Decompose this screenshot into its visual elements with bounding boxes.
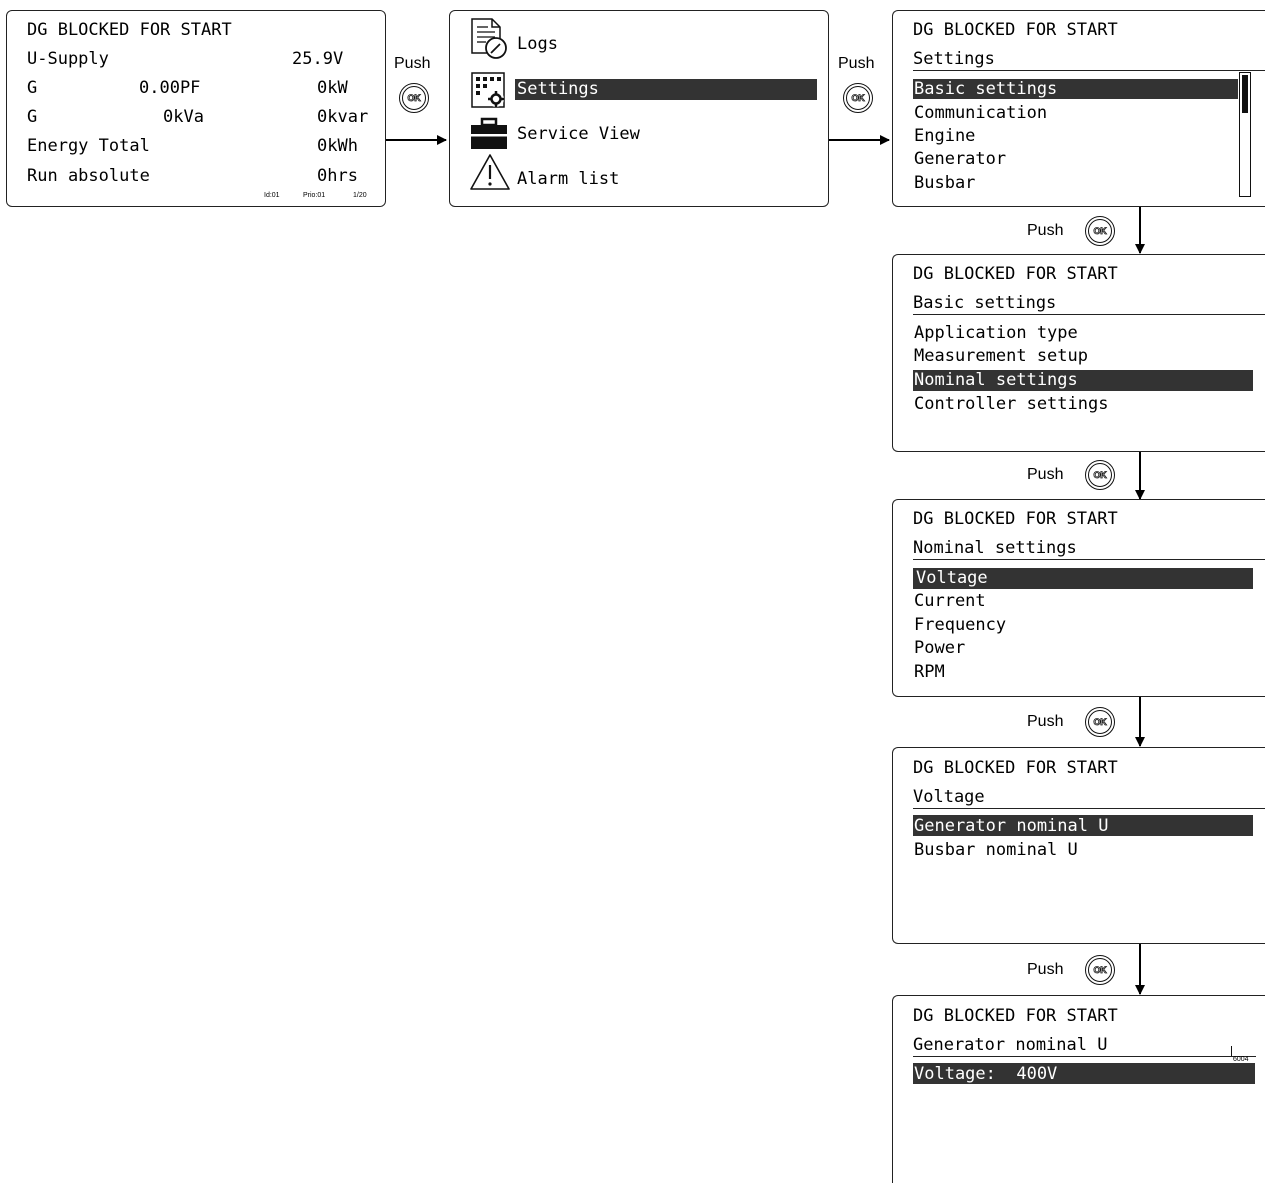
title-underline (913, 70, 1265, 71)
status-title: DG BLOCKED FOR START (913, 758, 1118, 778)
menu-item-settings[interactable]: Settings (517, 79, 599, 99)
scrollbar-thumb[interactable] (1242, 75, 1248, 113)
list-item-generator[interactable]: Generator (914, 149, 1007, 169)
list-item-frequency[interactable]: Frequency (914, 615, 1007, 635)
menu-title: Basic settings (913, 293, 1057, 313)
scrollbar-track[interactable] (1239, 72, 1251, 197)
push-label-1: Push (394, 55, 431, 72)
screen-status-view (6, 10, 386, 207)
status-title: DG BLOCKED FOR START (913, 20, 1118, 40)
screen-main-menu (449, 10, 829, 207)
row-label: Energy Total (27, 136, 150, 156)
push-label-6: Push (1027, 961, 1064, 978)
list-item-voltage[interactable]: Voltage (916, 568, 988, 588)
push-label-4: Push (1027, 466, 1064, 483)
selected-row-highlight[interactable] (913, 370, 1253, 391)
row-mid: 0.00PF (139, 78, 201, 98)
menu-item-alarm-list[interactable]: Alarm list (517, 169, 620, 189)
list-item-nominal-settings[interactable]: Nominal settings (914, 370, 1078, 390)
row-value: 0kWh (317, 136, 358, 156)
ok-label: OK (1088, 710, 1112, 734)
title-underline (913, 559, 1265, 560)
screen-settings (892, 10, 1265, 207)
ok-button-1[interactable] (399, 83, 429, 113)
status-title: DG BLOCKED FOR START (913, 264, 1118, 284)
selected-row-highlight[interactable] (913, 815, 1253, 836)
ok-button-2[interactable] (843, 83, 873, 113)
title-underline (913, 1056, 1256, 1057)
row-label: G (27, 107, 38, 127)
list-item-rpm[interactable]: RPM (914, 662, 945, 682)
screen-basic-settings (892, 254, 1265, 452)
row-label: Run absolute (27, 166, 150, 186)
menu-title: Settings (913, 49, 995, 69)
row-value: 0kvar (317, 107, 369, 127)
ok-button-5[interactable] (1085, 707, 1115, 737)
screen-nominal-settings (892, 499, 1265, 697)
footer-prio: Prio:01 (303, 192, 326, 199)
menu-item-settings-highlight[interactable] (515, 79, 817, 100)
status-title: DG BLOCKED FOR START (913, 509, 1118, 529)
ok-button-4[interactable] (1085, 460, 1115, 490)
ok-label: OK (1088, 219, 1112, 243)
toolbox-icon (470, 117, 510, 151)
list-item-engine[interactable]: Engine (914, 126, 976, 146)
list-item-busbar-nominal-u[interactable]: Busbar nominal U (914, 840, 1078, 860)
list-item-generator-nominal-u[interactable]: Generator nominal U (914, 816, 1109, 836)
row-value: 0hrs (317, 166, 358, 186)
list-item-basic-settings[interactable]: Basic settings (914, 79, 1058, 99)
param-id-tag (1231, 1046, 1249, 1063)
ok-label: OK (1088, 463, 1112, 487)
list-item-current[interactable]: Current (914, 591, 986, 611)
ok-label: OK (846, 86, 870, 110)
push-label-5: Push (1027, 713, 1064, 730)
status-title: DG BLOCKED FOR START (913, 1006, 1118, 1026)
status-title: DG BLOCKED FOR START (27, 20, 232, 40)
screen-generator-nominal-u (892, 995, 1265, 1183)
list-item-communication[interactable]: Communication (914, 103, 1048, 123)
menu-title: Voltage (913, 787, 985, 807)
logs-icon (470, 17, 510, 59)
settings-icon (470, 71, 510, 111)
param-id: 6004 (1233, 1056, 1249, 1063)
list-item-power[interactable]: Power (914, 638, 966, 658)
menu-item-logs[interactable]: Logs (517, 34, 558, 54)
push-label-2: Push (838, 55, 875, 72)
push-label-3: Push (1027, 222, 1064, 239)
ok-label: OK (1088, 958, 1112, 982)
ok-button-6[interactable] (1085, 955, 1115, 985)
row-label: U-Supply (27, 49, 109, 69)
menu-title: Nominal settings (913, 538, 1077, 558)
selected-value-highlight[interactable] (913, 1063, 1255, 1084)
value-row-voltage[interactable]: Voltage: 400V (914, 1064, 1058, 1084)
list-item-controller-settings[interactable]: Controller settings (914, 394, 1109, 414)
footer-page: 1/20 (353, 192, 367, 199)
selected-row-highlight[interactable] (913, 568, 1253, 589)
list-item-busbar[interactable]: Busbar (914, 173, 976, 193)
row-mid: 0kVa (163, 107, 204, 127)
menu-item-service-view[interactable]: Service View (517, 124, 640, 144)
list-item-application-type[interactable]: Application type (914, 323, 1078, 343)
ok-button-3[interactable] (1085, 216, 1115, 246)
title-underline (913, 314, 1265, 315)
row-label: G (27, 78, 38, 98)
list-item-measurement-setup[interactable]: Measurement setup (914, 346, 1088, 366)
title-underline (913, 808, 1265, 809)
menu-title: Generator nominal U (913, 1035, 1108, 1055)
selected-row-highlight[interactable] (913, 79, 1238, 99)
row-value: 0kW (317, 78, 348, 98)
screen-voltage (892, 747, 1265, 944)
row-value: 25.9V (292, 49, 344, 69)
ok-label: OK (402, 86, 426, 110)
warning-triangle-icon (470, 153, 512, 193)
footer-id: Id:01 (264, 192, 280, 199)
